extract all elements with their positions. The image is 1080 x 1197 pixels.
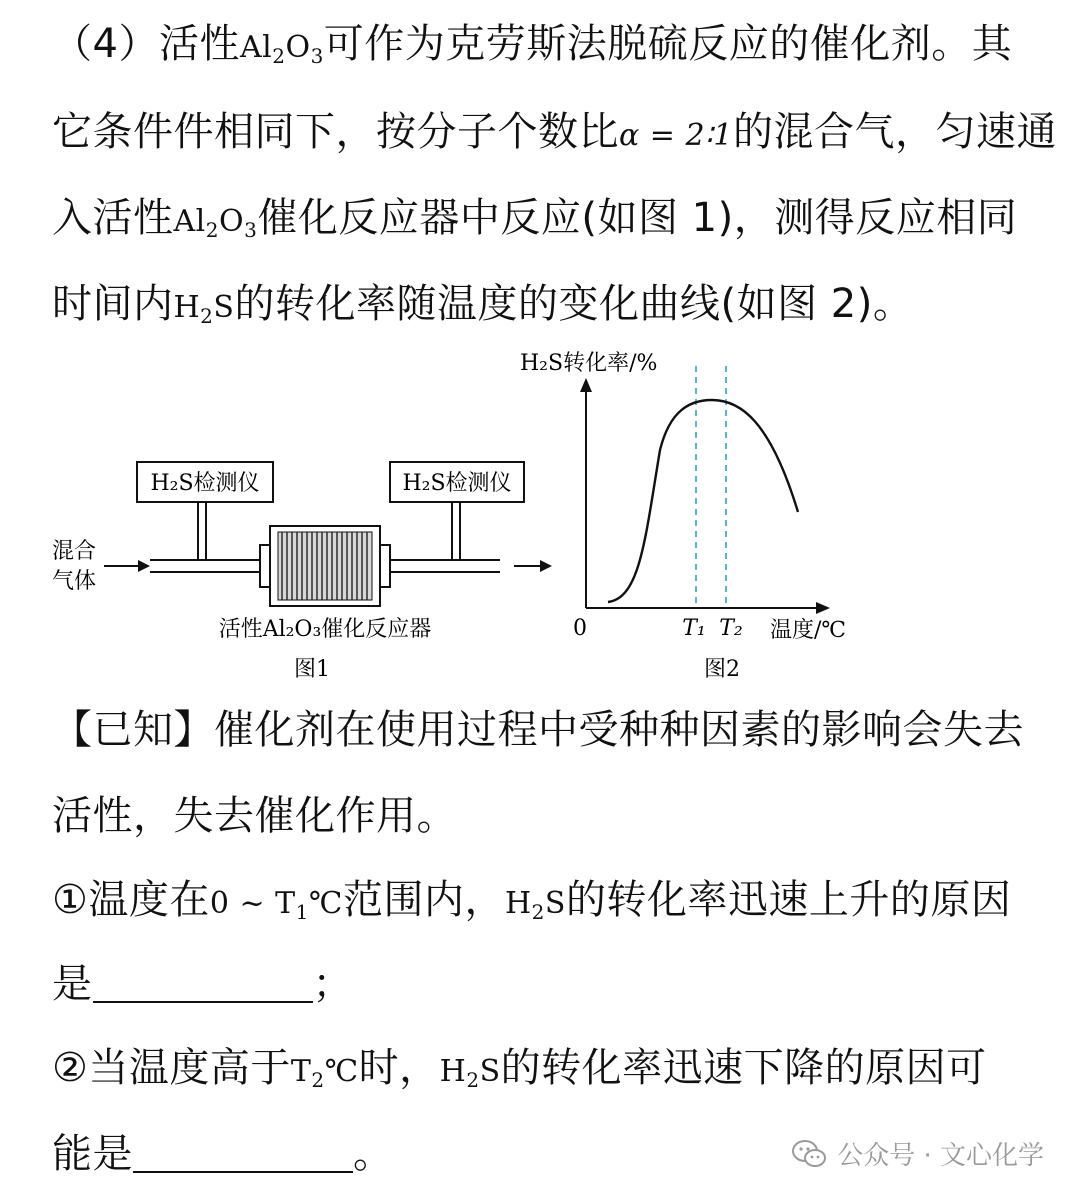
watermark-text: 公众号 · 文心化学 bbox=[837, 1141, 1044, 1171]
text: ②当温度高于 bbox=[52, 1045, 291, 1091]
y-axis-label: H₂S转化率/% bbox=[520, 351, 658, 376]
origin-label: 0 bbox=[573, 616, 587, 641]
t1-label: T₁ bbox=[682, 616, 706, 641]
known-line-1: 【已知】催化剂在使用过程中受种种因素的影响会失去 bbox=[52, 707, 1024, 753]
answer-blank-1[interactable] bbox=[93, 963, 313, 1003]
text: H bbox=[173, 290, 201, 325]
text: H bbox=[504, 886, 532, 921]
known-line-2: 活性，失去催化作用。 bbox=[52, 793, 457, 839]
text: O bbox=[219, 204, 245, 239]
inlet-label-1: 混合 bbox=[52, 539, 97, 564]
text: O bbox=[285, 30, 311, 65]
subscript: 2 bbox=[200, 304, 214, 328]
reactor-label: 活性Al₂O₃催化反应器 bbox=[218, 617, 432, 642]
subscript: 2 bbox=[205, 218, 219, 242]
text: 时， bbox=[358, 1045, 440, 1091]
figure-2-caption: 图2 bbox=[704, 657, 740, 682]
watermark bbox=[791, 1135, 1044, 1172]
temp-t2 bbox=[290, 1054, 359, 1092]
formula-h2s bbox=[439, 1054, 501, 1092]
subscript: 2 bbox=[311, 1068, 325, 1092]
conversion-curve bbox=[608, 400, 798, 602]
text: T bbox=[290, 1054, 312, 1089]
text: ； bbox=[312, 961, 353, 1007]
figure-1-apparatus bbox=[40, 440, 580, 690]
text: 的转化率迅速下降的原因可 bbox=[500, 1045, 987, 1091]
text: 的混合气，匀速通 bbox=[732, 109, 1057, 155]
x-axis-label: 温度/℃ bbox=[770, 618, 847, 643]
text: 它条件件相同下，按分子个数比 bbox=[52, 109, 619, 155]
question-line-4 bbox=[52, 280, 913, 340]
answer-blank-2[interactable] bbox=[133, 1133, 353, 1173]
q1-line-1 bbox=[52, 876, 1011, 936]
text: Al bbox=[173, 204, 206, 239]
text: 时间内 bbox=[52, 281, 174, 327]
detector-label-right: H₂S检测仪 bbox=[402, 471, 512, 496]
formula-h2s bbox=[173, 290, 235, 328]
q2-line-1 bbox=[52, 1044, 987, 1104]
question-line-3 bbox=[52, 194, 1017, 254]
text: S bbox=[213, 290, 235, 325]
temp-range bbox=[209, 886, 343, 924]
q2-line-2 bbox=[52, 1130, 394, 1178]
question-line-2 bbox=[52, 108, 1057, 160]
subscript: 2 bbox=[272, 44, 286, 68]
text: H bbox=[439, 1054, 467, 1089]
formula-h2s bbox=[504, 886, 566, 924]
text: 的转化率迅速上升的原因 bbox=[565, 877, 1012, 923]
text: ℃ bbox=[324, 1054, 359, 1089]
text: 是 bbox=[52, 961, 93, 1007]
t2-label: T₂ bbox=[719, 616, 743, 641]
text: S bbox=[544, 886, 566, 921]
wechat-icon bbox=[791, 1139, 827, 1169]
subscript: 2 bbox=[531, 900, 545, 924]
detector-label-left: H₂S检测仪 bbox=[150, 471, 260, 496]
figure-1-caption: 图1 bbox=[294, 657, 330, 682]
subscript: 3 bbox=[310, 44, 324, 68]
formula-al2o3 bbox=[239, 30, 324, 68]
text: 催化反应器中反应(如图 1)，测得反应相同 bbox=[257, 195, 1018, 241]
formula-al2o3 bbox=[173, 204, 258, 242]
inlet-label-2: 气体 bbox=[52, 569, 97, 594]
text: 0 ~ T bbox=[209, 886, 296, 921]
text: 的转化率随温度的变化曲线(如图 2)。 bbox=[234, 281, 914, 327]
text: 范围内， bbox=[342, 877, 505, 923]
text: S bbox=[479, 1054, 501, 1089]
text: 。 bbox=[353, 1131, 394, 1177]
subscript: 2 bbox=[466, 1068, 480, 1092]
text: ℃ bbox=[308, 886, 343, 921]
subscript: 1 bbox=[295, 900, 309, 924]
text: 能是 bbox=[52, 1131, 133, 1177]
figure-2-chart bbox=[500, 340, 900, 690]
question-line-1 bbox=[52, 20, 1012, 80]
ratio-alpha: α = 2∶1 bbox=[619, 118, 733, 153]
text: 入活性 bbox=[52, 195, 174, 241]
q1-line-2 bbox=[52, 960, 353, 1008]
text: Al bbox=[239, 30, 273, 65]
text: ①温度在 bbox=[52, 877, 210, 923]
text: 可作为克劳斯法脱硫反应的催化剂。其 bbox=[323, 21, 1013, 67]
text: （4）活性 bbox=[52, 21, 240, 67]
subscript: 3 bbox=[244, 218, 258, 242]
